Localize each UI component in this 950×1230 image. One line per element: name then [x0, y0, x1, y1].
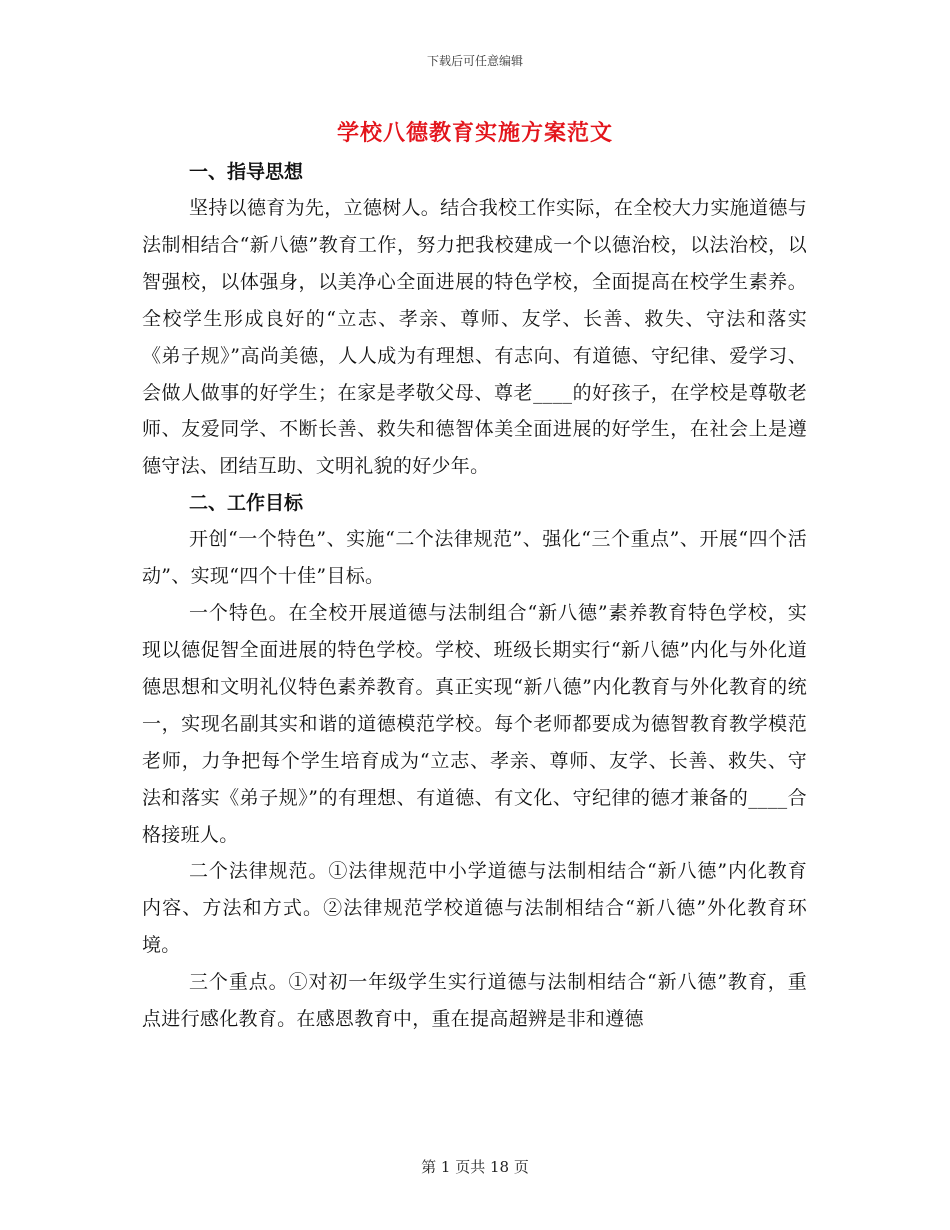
paragraph-guiding-ideology: 坚持以德育为先，立德树人。结合我校工作实际，在全校大力实施道德与法制相结合“新八德”教育工作，努力把我校建成一个以德治校，以法治校，以智强校，以体强身，以美净心全面进展的特色学校，全面提高在校学生素养。全校学生形成良好的“立志、孝亲、尊师、友学、长善、救失、守法和落实《弟子规》”高尚美德，人人成为有理想、有志向、有道德、守纪律、爱学习、会做人做事的好学生；在家是孝敬父母、尊老____的好孩子，在学校是尊敬老师、友爱同学、不断长善、救失和德智体美全面进展的好学生，在社会上是遵德守法、团结互助、文明礼貌的好少年。: [142, 197, 807, 478]
paragraph-one-feature: 一个特色。在全校开展道德与法制组合“新八德”素养教育特色学校，实现以德促智全面进展的特色学校。学校、班级长期实行“新八德”内化与外化道德思想和文明礼仪特色素养教育。真正实现“新八德”内化教育与外化教育的统一，实现名副其实和谐的道德模范学校。每个老师都要成为德智教育教学模范老师，力争把每个学生培育成为“立志、孝亲、尊师、友学、长善、救失、守法和落实《弟子规》”的有理想、有道德、有文化、守纪律的德才兼备的____合格接班人。: [142, 602, 807, 846]
page-header: 下载后可任意编辑: [426, 54, 523, 68]
document-body: [142, 154, 807, 1038]
page-footer: 第 1 页共 18 页: [421, 1158, 529, 1176]
paragraph-three-priorities: 三个重点。①对初一年级学生实行道德与法制相结合“新八德”教育，重点进行感化教育。在感恩教育中，重在提高超辨是非和遵德: [142, 971, 807, 1031]
section-heading-guiding-ideology: 一、指导思想: [189, 161, 304, 183]
paragraph-two-legal-norms: 二个法律规范。①法律规范中小学道德与法制相结合“新八德”内化教育内容、方法和方式。②法律规范学校道德与法制相结合“新八德”外化教育环境。: [142, 860, 807, 957]
document-title: 学校八德教育实施方案范文: [336, 120, 613, 146]
section-heading-work-goals: 二、工作目标: [189, 492, 304, 515]
paragraph-goals-intro: 开创“一个特色”、实施“二个法律规范”、强化“三个重点”、开展“四个活动”、实现“四个十佳”目标。: [142, 528, 807, 588]
